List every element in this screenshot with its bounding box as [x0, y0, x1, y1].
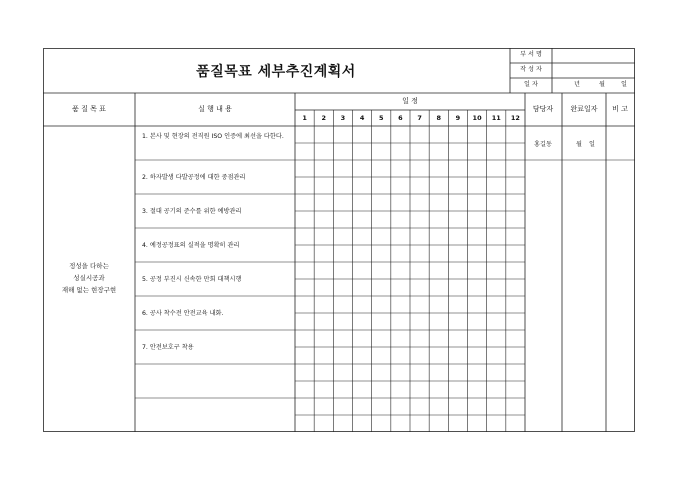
date-month: 월 — [599, 81, 605, 88]
manager-name: 홍길동 — [534, 141, 552, 148]
task-item-6: 6. 공사 착수전 안전교육 내화. — [142, 310, 224, 317]
header-manager: 담당자 — [532, 105, 554, 113]
header-goal: 품 질 목 표 — [72, 105, 106, 113]
date-year: 년 — [574, 81, 580, 88]
completion-month: 월 — [576, 141, 582, 148]
task-item-2: 2. 하자발생 다발공정에 대한 중점관리 — [142, 174, 246, 181]
month-1: 1 — [302, 114, 307, 122]
author-label: 작 성 자 — [520, 66, 542, 73]
header-completion-date: 완료일자 — [570, 105, 598, 113]
month-6: 6 — [398, 114, 403, 122]
month-8: 8 — [436, 114, 442, 122]
month-2: 2 — [321, 114, 327, 122]
month-9: 9 — [455, 114, 461, 122]
document-title: 품질목표 세부추진계획서 — [196, 64, 356, 80]
header-action: 실 행 내 용 — [198, 105, 232, 113]
month-7: 7 — [417, 114, 422, 122]
month-11: 11 — [491, 114, 501, 122]
date-label: 일 자 — [524, 81, 538, 88]
plan-sheet — [43, 48, 635, 432]
month-10: 10 — [472, 114, 482, 122]
task-item-5: 5. 공정 부진시 신속한 만회 대책시행 — [142, 276, 242, 283]
month-4: 4 — [359, 114, 365, 122]
department-label: 부 서 명 — [520, 51, 542, 58]
month-5: 5 — [378, 114, 384, 122]
month-3: 3 — [340, 114, 346, 122]
task-item-7: 7. 안전보호구 착용 — [142, 344, 194, 351]
completion-day: 일 — [589, 141, 595, 148]
header-remarks: 비 고 — [612, 105, 628, 113]
task-item-4: 4. 예정공정표의 실적을 명확히 관리 — [142, 242, 240, 249]
month-12: 12 — [510, 114, 520, 122]
header-schedule: 일 정 — [402, 97, 418, 105]
task-item-1: 1. 본사 및 현장의 전직원 ISO 인증에 최선을 다한다. — [142, 133, 284, 140]
date-day: 일 — [621, 81, 627, 88]
quality-goal-text: 정성을 다하는 성실시공과 재해 없는 현장구현 — [61, 262, 117, 294]
task-item-3: 3. 절대 공기의 준수를 위한 예방관리 — [142, 208, 242, 215]
